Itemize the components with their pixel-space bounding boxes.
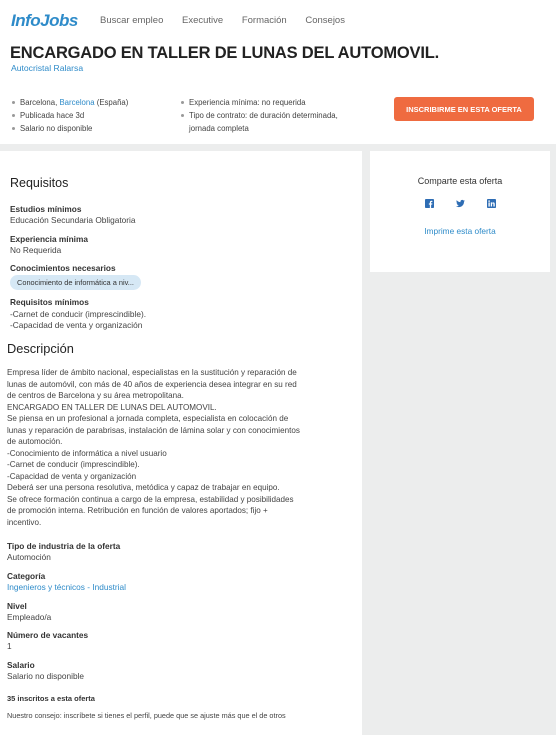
salary-value: Salario no disponible [7, 671, 85, 681]
description-line: ENCARGADO EN TALLER DE LUNAS DEL AUTOMOVIL. [7, 402, 217, 412]
main-nav [100, 15, 361, 26]
description-line: de promoción interna. Retribución en función de valores aportados; fijo + [7, 506, 268, 515]
description-body [7, 367, 347, 528]
description-line: incentivo. [7, 517, 42, 527]
offer-salary-summary: Salario no disponible [11, 122, 128, 135]
company-link[interactable]: Autocristal Ralarsa [11, 63, 84, 73]
offer-location [11, 96, 128, 109]
studies-label: Estudios mínimos [10, 204, 82, 214]
salary-label: Salario [7, 660, 35, 670]
linkedin-icon[interactable] [487, 199, 496, 208]
studies-value: Educación Secundaria Obligatoria [10, 215, 136, 225]
description-line: Se ofrece formación continua a cargo de la empresa, estabilidad y posibilidades [7, 494, 294, 504]
description-line: -Conocimiento de informática a nivel usuario [7, 448, 167, 458]
description-heading: Descripción [7, 341, 74, 356]
offer-meta-right [180, 96, 380, 135]
offer-published: Publicada hace 3d [11, 109, 128, 122]
offer-contract [180, 109, 380, 135]
min-requirement-2: -Capacidad de venta y organización [10, 320, 143, 330]
industry-value: Automoción [7, 552, 51, 562]
description-line: -Capacidad de venta y organización [7, 471, 137, 481]
contract-line-1: Tipo de contrato: de duración determinada, [189, 111, 338, 120]
knowledge-label: Conocimientos necesarios [10, 263, 116, 273]
print-offer-link[interactable]: Imprime esta oferta [424, 226, 496, 236]
nav-buscar-empleo[interactable]: Buscar empleo [100, 15, 164, 26]
min-requirements-label: Requisitos mínimos [10, 297, 89, 307]
experience-label: Experiencia mínima [10, 234, 88, 244]
description-line: Se piensa en un profesional a jornada completa, especialista en colocación de [7, 414, 289, 423]
offer-experience-summary: Experiencia mínima: no requerida [180, 96, 380, 109]
nav-executive[interactable]: Executive [182, 15, 224, 26]
nav-consejos[interactable]: Consejos [305, 15, 345, 26]
location-country: (España) [94, 98, 129, 107]
offer-title: ENCARGADO EN TALLER DE LUNAS DEL AUTOMOVIL. [10, 44, 439, 62]
min-requirement-1: -Carnet de conducir (imprescindible). [10, 309, 147, 319]
offer-meta-left [11, 96, 128, 135]
location-link[interactable]: Barcelona [59, 98, 95, 107]
description-line: Deberá ser una persona resolutiva, metódica y capaz de trabajar en equipo. [7, 483, 280, 492]
description-line: Empresa líder de ámbito nacional, especialistas en la sustitución y reparación de [7, 368, 297, 377]
category-link[interactable]: Ingenieros y técnicos - Industrial [7, 582, 126, 592]
nav-formacion[interactable]: Formación [241, 15, 287, 26]
share-title: Comparte esta oferta [417, 176, 503, 186]
knowledge-chip[interactable]: Conocimiento de informática a niv... [10, 275, 141, 290]
twitter-icon[interactable] [456, 199, 465, 208]
industry-label: Tipo de industria de la oferta [7, 541, 121, 551]
advice-text: Nuestro consejo: inscríbete si tienes el perfil, puede que se ajuste más que el de otros [7, 711, 286, 720]
top-bar [0, 0, 556, 44]
share-card [370, 151, 550, 272]
infojobs-logo[interactable]: InfoJobs [11, 11, 78, 30]
requirements-heading: Requisitos [10, 176, 69, 190]
description-line: lunas de automóvil, con más de 40 años de experiencia desea integrar en su red [7, 379, 297, 389]
description-line: lunas y reparación de parabrisas, instalación de lámina solar y con conocimientos [7, 425, 300, 435]
level-label: Nivel [7, 601, 27, 611]
facebook-icon[interactable] [425, 199, 434, 208]
vacancies-value: 1 [7, 641, 12, 651]
description-line: de centros de Barcelona y su área metropolitana. [7, 391, 184, 400]
experience-value: No Requerida [10, 245, 62, 255]
level-value: Empleado/a [7, 612, 52, 622]
apply-button[interactable]: INSCRIBIRME EN ESTA OFERTA [394, 97, 534, 121]
applicants-count: 35 inscritos a esta oferta [7, 694, 95, 703]
category-label: Categoría [7, 571, 46, 581]
contract-line-2: jornada completa [189, 124, 249, 133]
description-line: -Carnet de conducir (imprescindible). [7, 460, 140, 469]
vacancies-label: Número de vacantes [7, 630, 89, 640]
description-line: de automoción. [7, 437, 63, 446]
location-city: Barcelona, [20, 98, 60, 107]
